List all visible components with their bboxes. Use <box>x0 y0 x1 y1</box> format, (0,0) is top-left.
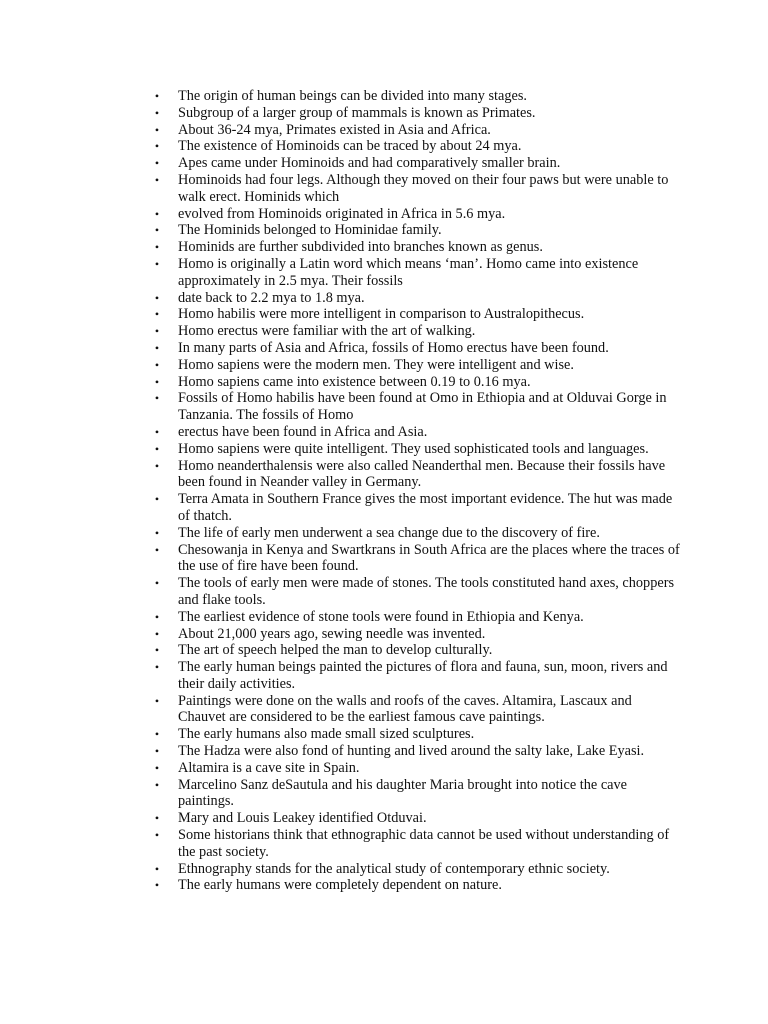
list-item <box>152 575 682 609</box>
list-item-text: The life of early men underwent a sea change due to the discovery of fire. <box>178 524 600 541</box>
list-item-text: The earliest evidence of stone tools were found in Ethiopia and Kenya. <box>178 608 584 625</box>
bullet-icon: • <box>154 223 160 238</box>
list-item-text: The Hadza were also fond of hunting and lived around the salty lake, Lake Eyasi. <box>178 743 645 760</box>
list-item <box>152 290 682 307</box>
list-item-text: Apes came under Hominoids and had comparatively smaller brain. <box>178 155 561 172</box>
bullet-icon: • <box>154 122 160 137</box>
bullet-icon: • <box>154 206 160 221</box>
list-item <box>152 256 682 290</box>
list-item-text: Some historians think that ethnographic data cannot be used without understanding of the past society. <box>178 827 670 860</box>
list-item-text: The tools of early men were made of stones. The tools constituted hand axes, choppers and flake tools. <box>178 575 675 608</box>
list-item-text: Homo erectus were familiar with the art of walking. <box>178 323 476 340</box>
bullet-icon: • <box>154 89 160 103</box>
list-item <box>152 441 682 458</box>
list-item <box>152 424 682 441</box>
bullet-icon: • <box>154 492 160 507</box>
list-item-text: The early humans also made small sized sculptures. <box>178 726 475 743</box>
bullet-icon: • <box>154 777 160 792</box>
list-item <box>152 155 682 172</box>
bullet-icon: • <box>154 861 160 876</box>
list-item-text: Homo neanderthalensis were also called Neanderthal men. Because their fossils have been found in Neander valley in Germany. <box>178 457 666 491</box>
list-item-text: The origin of human beings can be divided into many stages. <box>178 88 528 104</box>
list-item-text: Homo sapiens were quite intelligent. They used sophisticated tools and languages. <box>178 440 649 457</box>
list-item <box>152 726 682 743</box>
list-item <box>152 172 682 206</box>
list-item <box>152 609 682 626</box>
list-item-text: In many parts of Asia and Africa, fossils of Homo erectus have been found. <box>178 339 609 356</box>
bullet-icon: • <box>154 340 160 355</box>
list-item <box>152 357 682 374</box>
bullet-icon: • <box>154 324 160 339</box>
list-item-text: About 36-24 mya, Primates existed in Asia and Africa. <box>178 121 491 138</box>
bullet-icon: • <box>154 744 160 759</box>
bullet-icon: • <box>154 391 160 406</box>
list-item <box>152 525 682 542</box>
list-item-text: Altamira is a cave site in Spain. <box>178 759 360 776</box>
bullet-icon: • <box>154 760 160 775</box>
list-item-text: Mary and Louis Leakey identified Otduvai. <box>178 810 427 827</box>
bullet-list <box>152 88 682 894</box>
list-item <box>152 306 682 323</box>
bullet-icon: • <box>154 525 160 540</box>
list-item <box>152 777 682 811</box>
list-item <box>152 222 682 239</box>
list-item-text: Homo sapiens came into existence between 0.19 to 0.16 mya. <box>178 373 531 390</box>
list-item <box>152 340 682 357</box>
list-item-text: erectus have been found in Africa and Asia. <box>178 423 428 440</box>
list-item-text: Marcelino Sanz deSautula and his daughter Maria brought into notice the cave paintings. <box>178 776 628 810</box>
list-item <box>152 374 682 391</box>
list-item-text: date back to 2.2 mya to 1.8 mya. <box>178 289 365 306</box>
bullet-icon: • <box>154 156 160 171</box>
bullet-icon: • <box>154 307 160 322</box>
list-item <box>152 810 682 827</box>
list-item <box>152 877 682 894</box>
list-item <box>152 458 682 492</box>
list-item <box>152 105 682 122</box>
list-item <box>152 88 682 105</box>
list-item-text: Paintings were done on the walls and roofs of the caves. Altamira, Lascaux and Chauvet are considered to be the earliest famous cave paintings. <box>178 692 632 726</box>
bullet-icon: • <box>154 643 160 658</box>
list-item <box>152 827 682 861</box>
list-item-text: Homo sapiens were the modern men. They were intelligent and wise. <box>178 356 574 373</box>
list-item <box>152 491 682 525</box>
list-item-text: Hominids are further subdivided into branches known as genus. <box>178 239 543 256</box>
bullet-icon: • <box>154 105 160 120</box>
list-item-text: The early human beings painted the pictures of flora and fauna, sun, moon, rivers and their daily activities. <box>178 659 668 692</box>
bullet-icon: • <box>154 727 160 742</box>
list-item <box>152 861 682 878</box>
bullet-icon: • <box>154 458 160 473</box>
list-item-text: The early humans were completely dependent on nature. <box>178 877 502 894</box>
bullet-icon: • <box>154 256 160 271</box>
list-item <box>152 323 682 340</box>
list-item <box>152 138 682 155</box>
list-item-text: evolved from Hominoids originated in Africa in 5.6 mya. <box>178 205 506 222</box>
list-item <box>152 743 682 760</box>
list-item <box>152 390 682 424</box>
bullet-icon: • <box>154 172 160 187</box>
list-item <box>152 642 682 659</box>
list-item-text: The Hominids belonged to Hominidae family. <box>178 222 442 239</box>
list-item-text: Terra Amata in Southern France gives the most important evidence. The hut was made of thatch. <box>178 491 673 524</box>
bullet-icon: • <box>154 424 160 439</box>
bullet-icon: • <box>154 441 160 456</box>
bullet-icon: • <box>154 878 160 893</box>
list-item-text: Subgroup of a larger group of mammals is known as Primates. <box>178 104 536 121</box>
list-item <box>152 659 682 693</box>
list-item-text: Ethnography stands for the analytical study of contemporary ethnic society. <box>178 860 610 877</box>
bullet-icon: • <box>154 240 160 255</box>
list-item-text: The art of speech helped the man to develop culturally. <box>178 642 493 659</box>
bullet-icon: • <box>154 357 160 372</box>
list-item-text: Homo is originally a Latin word which means ‘man’. Homo came into existence approximately in 2.5 mya. Their fossils <box>178 255 639 289</box>
bullet-icon: • <box>154 609 160 624</box>
bullet-icon: • <box>154 290 160 305</box>
bullet-icon: • <box>154 811 160 826</box>
bullet-icon: • <box>154 139 160 154</box>
list-item <box>152 239 682 256</box>
bullet-icon: • <box>154 626 160 641</box>
list-item <box>152 206 682 223</box>
list-item <box>152 122 682 139</box>
bullet-icon: • <box>154 660 160 675</box>
bullet-icon: • <box>154 374 160 389</box>
list-item-text: Chesowanja in Kenya and Swartkrans in South Africa are the places where the traces of the use of fire have been found. <box>178 541 680 575</box>
bullet-icon: • <box>154 576 160 591</box>
list-item <box>152 626 682 643</box>
list-item-text: Fossils of Homo habilis have been found at Omo in Ethiopia and at Olduvai Gorge in Tanzania. The fossils of Homo <box>178 390 667 424</box>
list-item-text: Hominoids had four legs. Although they moved on their four paws but were unable to walk erect. Hominids which <box>178 171 669 205</box>
list-item <box>152 760 682 777</box>
bullet-icon: • <box>154 542 160 557</box>
list-item-text: The existence of Hominoids can be traced by about 24 mya. <box>178 138 522 155</box>
bullet-icon: • <box>154 693 160 708</box>
list-item-text: Homo habilis were more intelligent in comparison to Australopithecus. <box>178 306 585 323</box>
list-item-text: About 21,000 years ago, sewing needle was invented. <box>178 625 486 642</box>
list-item <box>152 693 682 727</box>
list-item <box>152 542 682 576</box>
bullet-icon: • <box>154 828 160 843</box>
